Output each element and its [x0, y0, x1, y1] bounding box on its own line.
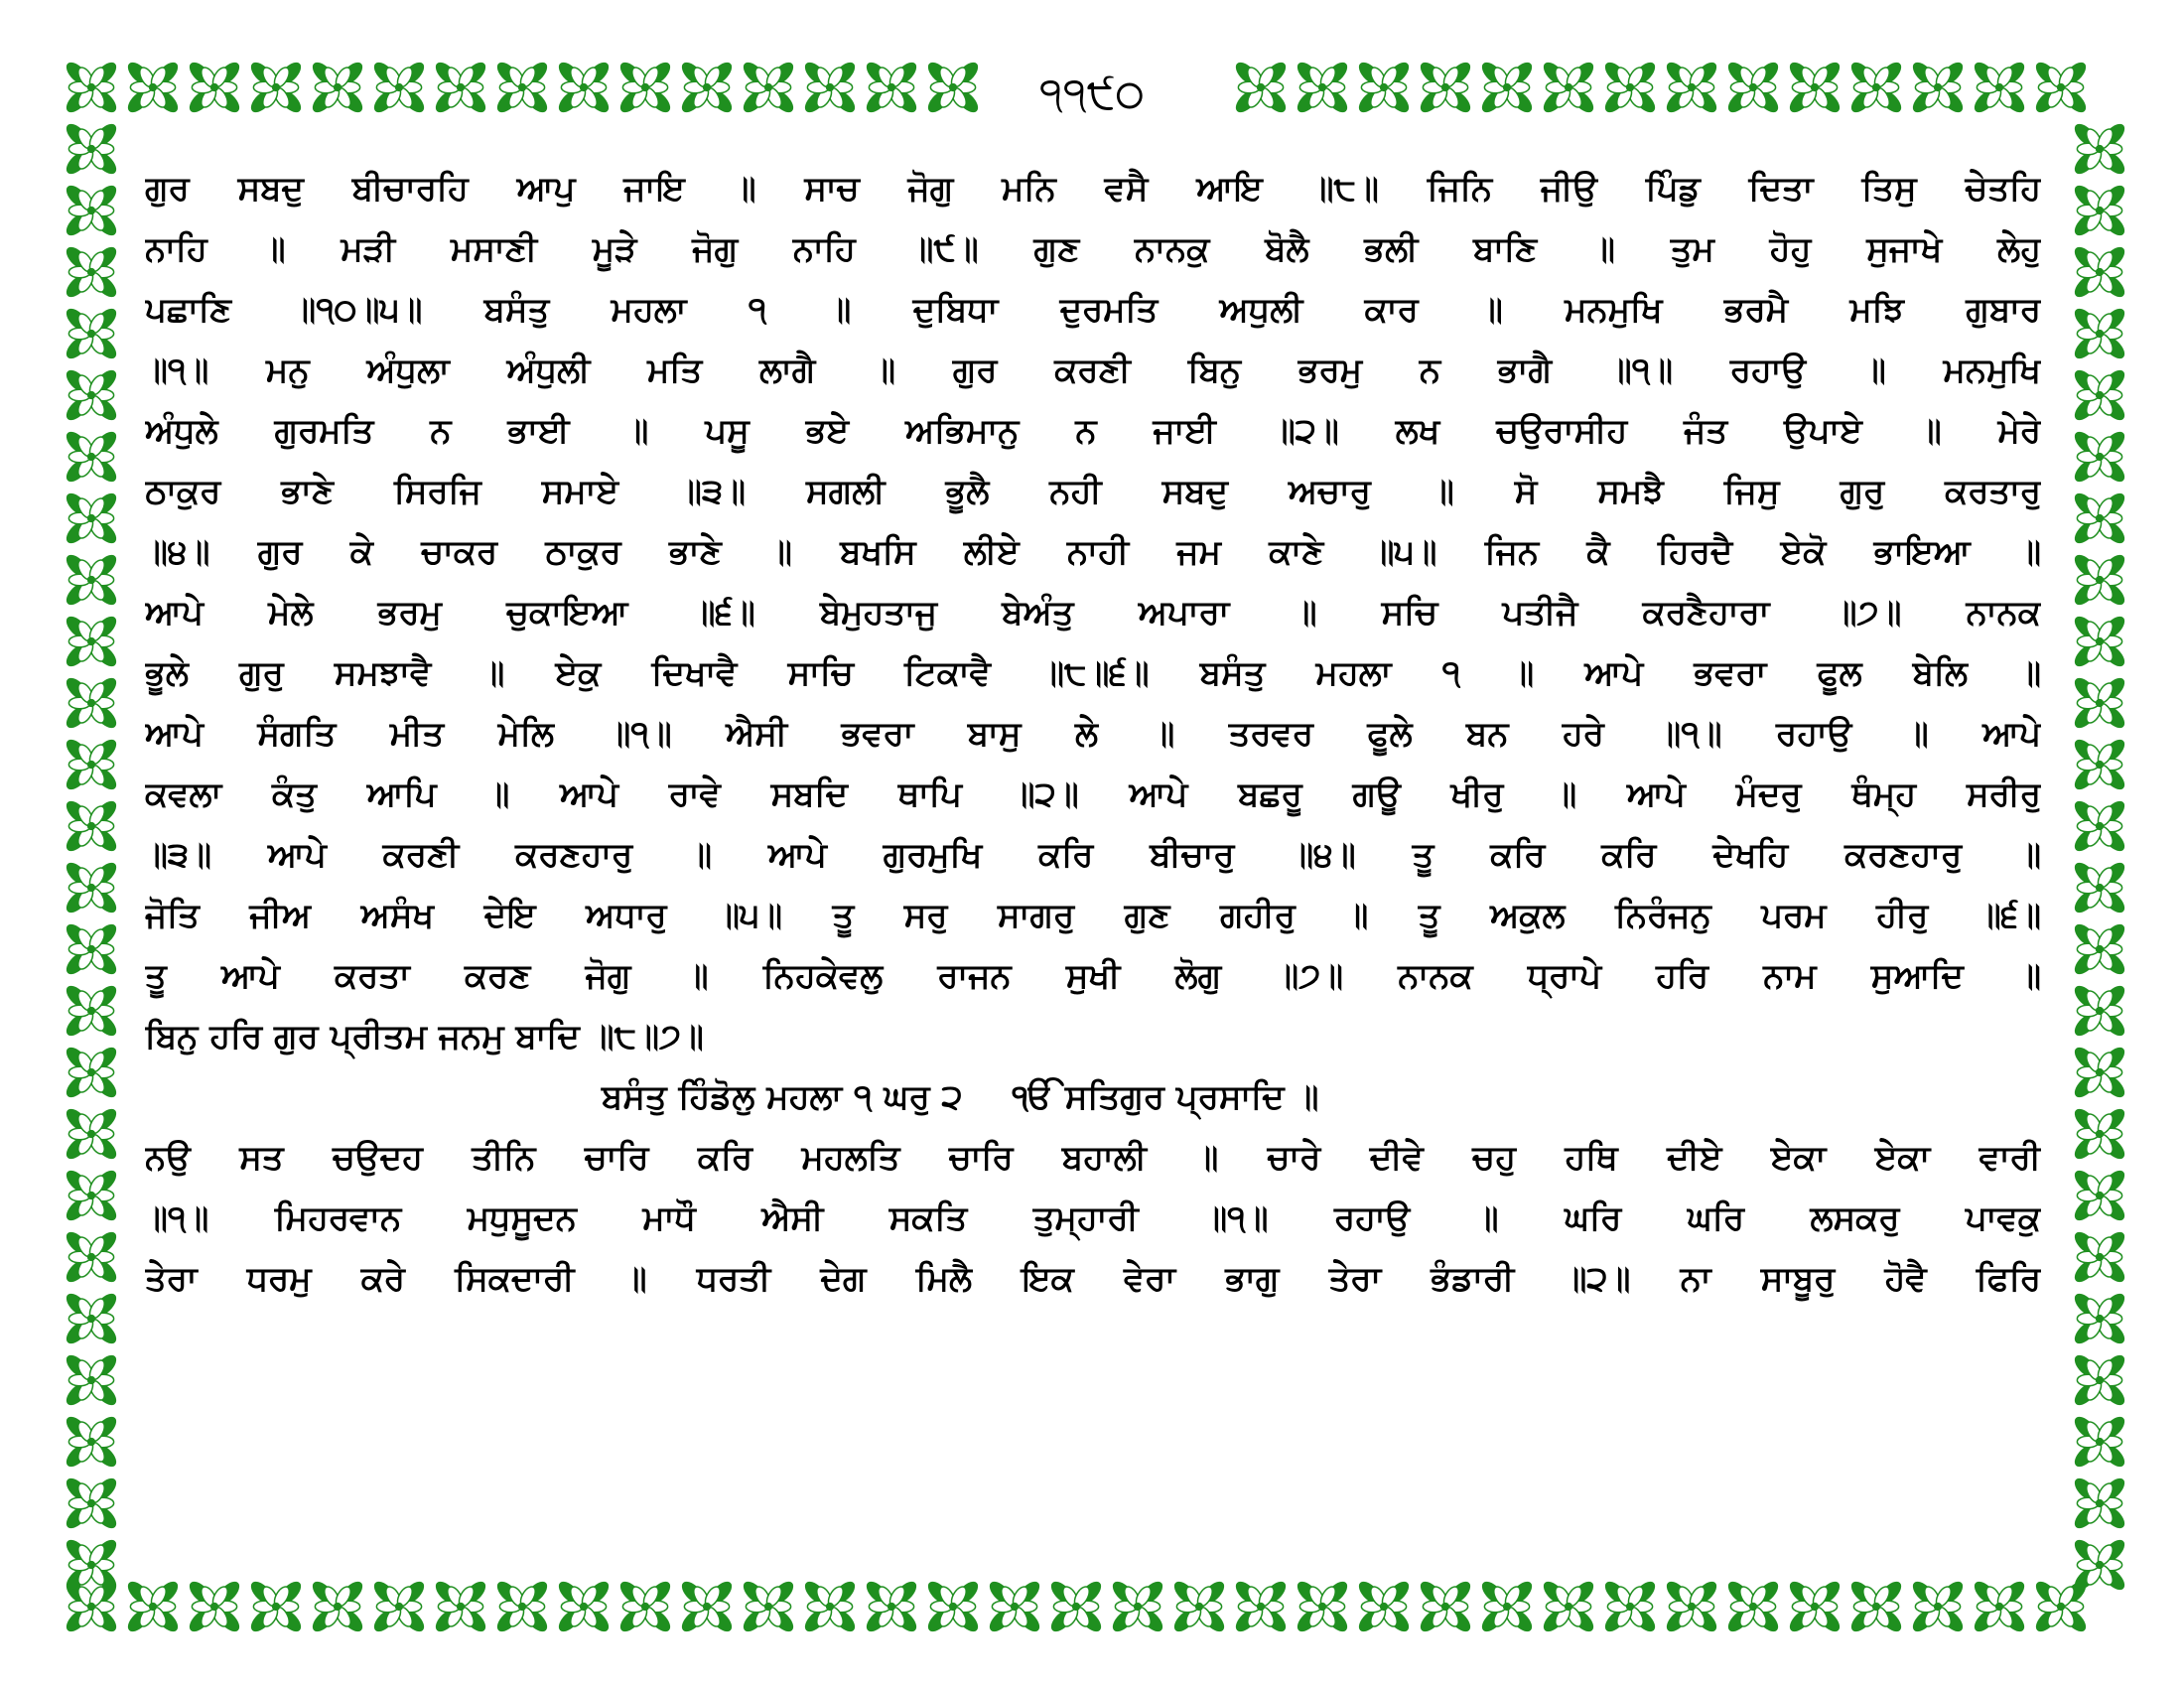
flower-ornament [2071, 551, 2128, 609]
flower-ornament [1232, 59, 1290, 116]
text-line: ॥੪॥ ਗੁਰ ਕੇ ਚਾਕਰ ਠਾਕੁਰ ਭਾਣੇ ॥ ਬਖਸਿ ਲੀਏ ਨਾਹੀ ਜਮ ਕਾਣੇ ॥੫॥ ਜਿਨ ਕੈ ਹਿਰਦੈ ਏਕੋ ਭਾਇਆ ॥ [145, 532, 2041, 572]
flower-ornament [616, 1578, 674, 1635]
flower-ornament [124, 59, 182, 116]
flower-ornament [63, 1351, 120, 1409]
flower-ornament [63, 428, 120, 486]
flower-ornament [740, 59, 797, 116]
flower-ornament [2071, 243, 2128, 301]
flower-ornament [1663, 1578, 1720, 1635]
flower-ornament [63, 736, 120, 793]
text-line: ॥੧॥ ਮਿਹਰਵਾਨ ਮਧੁਸੂਦਨ ਮਾਧੌ ਐਸੀ ਸਕਤਿ ਤੁਮ੍ਹਾਰੀ ॥੧॥ ਰਹਾਉ ॥ ਘਰਿ ਘਰਿ ਲਸਕਰੁ ਪਾਵਕੁ [145, 1198, 2041, 1238]
section-heading [145, 1067, 2041, 1128]
flower-ornament [1294, 1578, 1351, 1635]
flower-ornament [124, 1578, 182, 1635]
flower-ornament [1232, 1578, 1290, 1635]
flower-ornament [2071, 736, 2128, 793]
flower-ornament [63, 1105, 120, 1163]
flower-ornament [63, 1290, 120, 1347]
flower-ornament [63, 1413, 120, 1471]
flower-ornament [2071, 797, 2128, 855]
flower-ornament [555, 1578, 613, 1635]
flower-ornament [986, 1578, 1043, 1635]
flower-ornament [1847, 1578, 1905, 1635]
flower-ornament [1478, 1578, 1536, 1635]
flower-ornament [2071, 982, 2128, 1040]
flower-ornament [493, 59, 551, 116]
flower-ornament [1294, 59, 1351, 116]
flower-ornament [1601, 59, 1659, 116]
page-number: ੧੧੯੦ [1003, 55, 1181, 134]
scripture-text [145, 159, 2041, 1310]
flower-ornament [1724, 59, 1782, 116]
flower-ornament [63, 1044, 120, 1101]
flower-ornament [1417, 1578, 1474, 1635]
text-line: ਆਪੇ ਮੇਲੇ ਭਰਮੁ ਚੁਕਾਇਆ ॥੬॥ ਬੇਮੁਹਤਾਜੁ ਬੇਅੰਤੁ ਅਪਾਰਾ ॥ ਸਚਿ ਪਤੀਜੈ ਕਰਣੈਹਾਰਾ ॥੭॥ ਨਾਨਕ [145, 593, 2041, 633]
flower-ornament [63, 1578, 120, 1635]
text-line: ॥੩॥ ਆਪੇ ਕਰਣੀ ਕਰਣਹਾਰੁ ॥ ਆਪੇ ਗੁਰਮੁਖਿ ਕਰਿ ਬੀਚਾਰੁ ॥੪॥ ਤੂ ਕਰਿ ਕਰਿ ਦੇਖਹਿ ਕਰਣਹਾਰੁ ॥ [145, 835, 2041, 875]
flower-ornament [2071, 920, 2128, 978]
flower-ornament [2071, 1290, 2128, 1347]
text-line: ਨਉ ਸਤ ਚਉਦਹ ਤੀਨਿ ਚਾਰਿ ਕਰਿ ਮਹਲਤਿ ਚਾਰਿ ਬਹਾਲੀ ॥ ਚਾਰੇ ਦੀਵੇ ਚਹੁ ਹਥਿ ਦੀਏ ਏਕਾ ਏਕਾ ਵਾਰੀ [145, 1138, 2041, 1178]
flower-ornament [2071, 490, 2128, 547]
flower-ornament [63, 305, 120, 362]
text-line: ਠਾਕੁਰ ਭਾਣੇ ਸਿਰਜਿ ਸਮਾਏ ॥੩॥ ਸਗਲੀ ਭੂਲੈ ਨਹੀ ਸਬਦੁ ਅਚਾਰੁ ॥ ਸੋ ਸਮਝੈ ਜਿਸੁ ਗੁਰੁ ਕਰਤਾਰੁ [145, 472, 2041, 511]
flower-ornament [1909, 1578, 1967, 1635]
flower-ornament [555, 59, 613, 116]
flower-ornament [1971, 1578, 2028, 1635]
flower-ornament [309, 1578, 366, 1635]
flower-ornament [2032, 1578, 2090, 1635]
flower-ornament [1786, 1578, 1843, 1635]
flower-ornament [863, 59, 920, 116]
flower-ornament [924, 59, 982, 116]
text-line: ਬਿਨੁ ਹਰਿ ਗੁਰ ਪ੍ਰੀਤਮ ਜਨਮੁ ਬਾਦਿ ॥੮॥੭॥ [145, 1017, 704, 1056]
flower-ornament [2071, 1105, 2128, 1163]
flower-ornament [432, 1578, 489, 1635]
text-line: ਭੂਲੇ ਗੁਰੁ ਸਮਝਾਵੈ ॥ ਏਕੁ ਦਿਖਾਵੈ ਸਾਚਿ ਟਿਕਾਵੈ ॥੮॥੬॥ ਬਸੰਤੁ ਮਹਲਾ ੧ ॥ ਆਪੇ ਭਵਰਾ ਫੂਲ ਬੇਲਿ ॥ [145, 653, 2041, 693]
text-line: ॥੧॥ ਮਨੁ ਅੰਧੁਲਾ ਅੰਧੁਲੀ ਮਤਿ ਲਾਗੈ ॥ ਗੁਰ ਕਰਣੀ ਬਿਨੁ ਭਰਮੁ ਨ ਭਾਗੈ ॥੧॥ ਰਹਾਉ ॥ ਮਨਮੁਖਿ [145, 351, 2041, 390]
flower-ornament [2071, 1475, 2128, 1532]
flower-ornament [247, 59, 305, 116]
flower-ornament [63, 1536, 120, 1594]
flower-ornament [63, 920, 120, 978]
flower-ornament [2071, 613, 2128, 670]
flower-ornament [2071, 674, 2128, 732]
flower-ornament [2071, 1351, 2128, 1409]
flower-ornament [1786, 59, 1843, 116]
text-line: ਗੁਰ ਸਬਦੁ ਬੀਚਾਰਹਿ ਆਪੁ ਜਾਇ ॥ ਸਾਚ ਜੋਗੁ ਮਨਿ ਵਸੈ ਆਇ ॥੮॥ ਜਿਨਿ ਜੀਉ ਪਿੰਡੁ ਦਿਤਾ ਤਿਸੁ ਚੇਤਹਿ [145, 169, 2041, 209]
flower-ornament [63, 859, 120, 916]
flower-ornament [1355, 59, 1413, 116]
flower-ornament [2071, 120, 2128, 178]
flower-ornament [63, 551, 120, 609]
flower-ornament [63, 182, 120, 239]
flower-ornament [1355, 1578, 1413, 1635]
flower-ornament [186, 1578, 243, 1635]
flower-ornament [2071, 366, 2128, 424]
flower-ornament [309, 59, 366, 116]
flower-ornament [2071, 428, 2128, 486]
text-line: ਤੂ ਆਪੇ ਕਰਤਾ ਕਰਣ ਜੋਗੁ ॥ ਨਿਹਕੇਵਲੁ ਰਾਜਨ ਸੁਖੀ ਲੋਗੁ ॥੭॥ ਨਾਨਕ ਧ੍ਰਾਪੇ ਹਰਿ ਨਾਮ ਸੁਆਦਿ ॥ [145, 956, 2041, 996]
flower-ornament [186, 59, 243, 116]
flower-ornament [1971, 59, 2028, 116]
text-line: ਤੇਰਾ ਧਰਮੁ ਕਰੇ ਸਿਕਦਾਰੀ ॥ ਧਰਤੀ ਦੇਗ ਮਿਲੈ ਇਕ ਵੇਰਾ ਭਾਗੁ ਤੇਰਾ ਭੰਡਾਰੀ ॥੨॥ ਨਾ ਸਾਬੂਰੁ ਹੋਵੈ ਫਿਰਿ [145, 1259, 2041, 1299]
flower-ornament [740, 1578, 797, 1635]
flower-ornament [63, 1167, 120, 1224]
flower-ornament [1109, 1578, 1166, 1635]
flower-ornament [63, 120, 120, 178]
flower-ornament [63, 613, 120, 670]
text-line: ਅੰਧੁਲੇ ਗੁਰਮਤਿ ਨ ਭਾਈ ॥ ਪਸੂ ਭਏ ਅਭਿਮਾਨੁ ਨ ਜਾਈ ॥੨॥ ਲਖ ਚਉਰਾਸੀਹ ਜੰਤ ਉਪਾਏ ॥ ਮੇਰੇ [145, 411, 2041, 451]
flower-ornament [493, 1578, 551, 1635]
flower-ornament [678, 59, 736, 116]
flower-ornament [2071, 305, 2128, 362]
flower-ornament [2071, 1536, 2128, 1594]
flower-ornament [63, 59, 120, 116]
flower-ornament [2071, 1228, 2128, 1286]
flower-ornament [63, 243, 120, 301]
flower-ornament [432, 59, 489, 116]
flower-ornament [2071, 1413, 2128, 1471]
flower-ornament [1724, 1578, 1782, 1635]
flower-ornament [1601, 1578, 1659, 1635]
flower-ornament [2032, 59, 2090, 116]
flower-ornament [63, 1228, 120, 1286]
flower-ornament [616, 59, 674, 116]
flower-ornament [63, 1475, 120, 1532]
text-line: ਨਾਹਿ ॥ ਮੜੀ ਮਸਾਣੀ ਮੂੜੇ ਜੋਗੁ ਨਾਹਿ ॥੯॥ ਗੁਣ ਨਾਨਕੁ ਬੋਲੈ ਭਲੀ ਬਾਣਿ ॥ ਤੁਮ ਹੋਹੁ ਸੁਜਾਖੇ ਲੇਹੁ [145, 229, 2041, 269]
flower-ornament [2071, 1167, 2128, 1224]
heading-title: ਬਸੰਤੁ ਹਿੰਡੋਲੁ ਮਹਲਾ ੧ ਘਰੁ ੨ [602, 1077, 963, 1117]
flower-ornament [1540, 59, 1597, 116]
text-line: ਜੋਤਿ ਜੀਅ ਅਸੰਖ ਦੇਇ ਅਧਾਰੁ ॥੫॥ ਤੂ ਸਰੁ ਸਾਗਰੁ ਗੁਣ ਗਹੀਰੁ ॥ ਤੂ ਅਕੁਲ ਨਿਰੰਜਨੁ ਪਰਮ ਹੀਰੁ ॥੬॥ [145, 896, 2041, 935]
flower-ornament [370, 59, 428, 116]
flower-ornament [63, 674, 120, 732]
flower-ornament [63, 490, 120, 547]
flower-ornament [678, 1578, 736, 1635]
flower-ornament [863, 1578, 920, 1635]
flower-ornament [924, 1578, 982, 1635]
flower-ornament [63, 366, 120, 424]
text-line: ਪਛਾਣਿ ॥੧੦॥੫॥ ਬਸੰਤੁ ਮਹਲਾ ੧ ॥ ਦੁਬਿਧਾ ਦੁਰਮਤਿ ਅਧੁਲੀ ਕਾਰ ॥ ਮਨਮੁਖਿ ਭਰਮੈ ਮਝਿ ਗੁਬਾਰ [145, 290, 2041, 330]
flower-ornament [1047, 1578, 1105, 1635]
text-line: ਕਵਲਾ ਕੰਤੁ ਆਪਿ ॥ ਆਪੇ ਰਾਵੇ ਸਬਦਿ ਥਾਪਿ ॥੨॥ ਆਪੇ ਬਛਰੂ ਗਊ ਖੀਰੁ ॥ ਆਪੇ ਮੰਦਰੁ ਥੰਮ੍ਹ ਸਰੀਰੁ [145, 774, 2041, 814]
flower-ornament [1847, 59, 1905, 116]
flower-ornament [801, 1578, 859, 1635]
flower-ornament [370, 1578, 428, 1635]
flower-ornament [1540, 1578, 1597, 1635]
text-line: ਆਪੇ ਸੰਗਤਿ ਮੀਤ ਮੇਲਿ ॥੧॥ ਐਸੀ ਭਵਰਾ ਬਾਸੁ ਲੇ ॥ ਤਰਵਰ ਫੂਲੇ ਬਨ ਹਰੇ ॥੧॥ ਰਹਾਉ ॥ ਆਪੇ [145, 714, 2041, 754]
flower-ornament [1478, 59, 1536, 116]
flower-ornament [247, 1578, 305, 1635]
flower-ornament [63, 982, 120, 1040]
flower-ornament [1663, 59, 1720, 116]
heading-invocation: ੴ ਸਤਿਗੁਰ ਪ੍ਰਸਾਦਿ ॥ [1012, 1077, 1319, 1117]
flower-ornament [1170, 1578, 1228, 1635]
flower-ornament [2071, 859, 2128, 916]
flower-ornament [1417, 59, 1474, 116]
flower-ornament [1909, 59, 1967, 116]
flower-ornament [63, 797, 120, 855]
flower-ornament [801, 59, 859, 116]
flower-ornament [2071, 1044, 2128, 1101]
flower-ornament [2071, 182, 2128, 239]
